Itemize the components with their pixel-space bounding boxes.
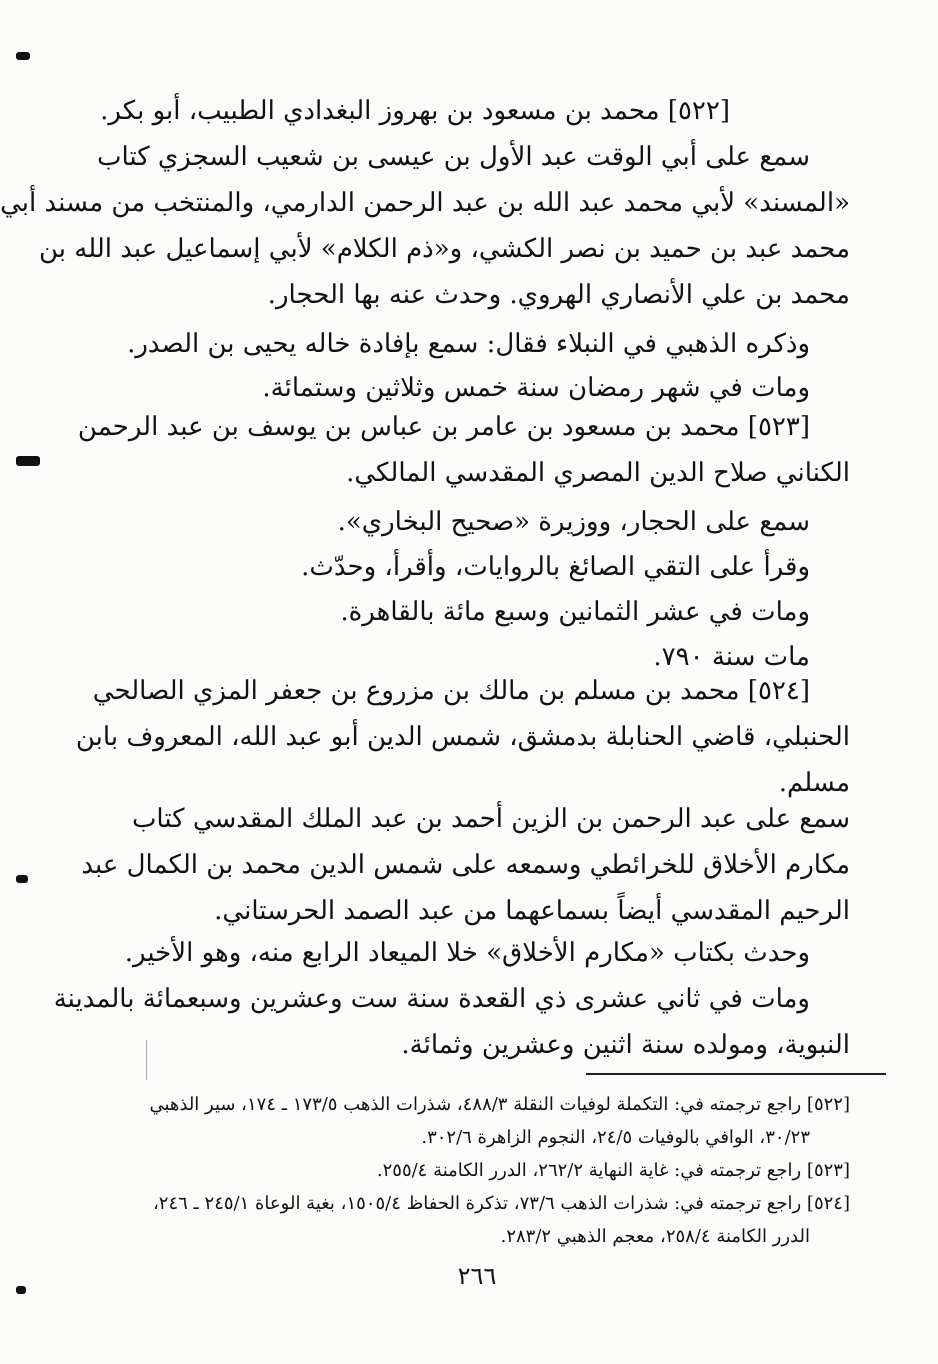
- footnote-line: [٥٢٤] راجع ترجمته في: شذرات الذهب ٧٣/٦، تذكرة الحفاظ ١٥٠٥/٤، بغية الوعاة ٢٤٥/١ ـ ٢٤٦،: [152, 1193, 850, 1214]
- entry-524-body: [81, 796, 850, 934]
- entry-line: ومات في شهر رمضان سنة خمس وثلاثين وستمائة.: [262, 373, 810, 403]
- entry-522: [0, 88, 850, 318]
- entry-line: وقرأ على التقي الصائغ بالروايات، وأقرأ، وحدّث.: [301, 552, 810, 582]
- entry-line: سمع على أبي الوقت عبد الأول بن عيسى بن شعيب السجزي كتاب: [97, 142, 810, 172]
- entry-line: مات سنة ٧٩٠.: [653, 642, 810, 672]
- entry-line: «المسند» لأبي محمد عبد الله بن عبد الرحمن الدارمي، والمنتخب من مسند أبي: [0, 188, 850, 218]
- footnotes: [120, 1088, 850, 1253]
- entry-heading: [٥٢٤] محمد بن مسلم بن مالك بن مزروع بن جعفر المزي الصالحي: [92, 676, 810, 706]
- footnote-separator: [586, 1073, 886, 1075]
- entry-line: الكناني صلاح الدين المصري المقدسي المالكي.: [346, 458, 850, 488]
- entry-line: محمد عبد بن حميد بن نصر الكشي، و«ذم الكلام» لأبي إسماعيل عبد الله بن: [38, 234, 850, 264]
- entry-line: وذكره الذهبي في النبلاء فقال: سمع بإفادة خاله يحيى بن الصدر.: [127, 329, 810, 359]
- footnote-line: ٣٠/٢٣، الوافي بالوفيات ٢٤/٥، النجوم الزاهرة ٣٠٢/٦.: [421, 1127, 810, 1148]
- entry-line: النبوية، ومولده سنة اثنين وعشرين وثمائة.: [401, 1030, 850, 1060]
- entry-line: مكارم الأخلاق للخرائطي وسمعه على شمس الدين محمد بن الكمال عبد: [81, 850, 850, 880]
- entry-524: [75, 668, 850, 806]
- entry-line: الرحيم المقدسي أيضاً بسماعهما من عبد الصمد الحرستاني.: [214, 896, 850, 926]
- entry-524-notes: [53, 930, 850, 1068]
- entry-line: الحنبلي، قاضي الحنابلة بدمشق، شمس الدين أبو عبد الله، المعروف بابن: [75, 722, 850, 752]
- entry-line: ومات في عشر الثمانين وسبع مائة بالقاهرة.: [340, 597, 810, 627]
- scan-margin-mark: [16, 52, 30, 60]
- scan-margin-mark: [16, 875, 28, 883]
- footnote-line: الدرر الكامنة ٢٥٨/٤، معجم الذهبي ٢٨٣/٢.: [500, 1226, 810, 1247]
- entry-line: سمع على عبد الرحمن بن الزين أحمد بن عبد الملك المقدسي كتاب: [131, 804, 850, 834]
- scan-margin-mark: [16, 456, 40, 466]
- entry-line: مسلم.: [778, 768, 850, 798]
- entry-line: سمع على الحجار، ووزيرة «صحيح البخاري».: [337, 507, 810, 537]
- entry-522-notes: [120, 322, 850, 410]
- footnote-line: [٥٢٣] راجع ترجمته في: غاية النهاية ٢٦٢/٢، الدرر الكامنة ٢٥٥/٤.: [376, 1160, 850, 1181]
- entry-heading: [٥٢٢] محمد بن مسعود بن بهروز البغدادي الطبيب، أبو بكر.: [100, 96, 730, 126]
- entry-line: وحدث بكتاب «مكارم الأخلاق» خلا الميعاد الرابع منه، وهو الأخير.: [124, 938, 810, 968]
- entry-line: ومات في ثاني عشرى ذي القعدة سنة ست وعشرين وسبعمائة بالمدينة: [53, 984, 810, 1014]
- footnote-line: [٥٢٢] راجع ترجمته في: التكملة لوفيات النقلة ٤٨٨/٣، شذرات الذهب ١٧٣/٥ ـ ١٧٤، سير الذهبي: [149, 1094, 850, 1115]
- entry-523: [77, 404, 850, 496]
- entry-heading: [٥٢٣] محمد بن مسعود بن عامر بن عباس بن يوسف بن عبد الرحمن: [77, 412, 810, 442]
- page-number: ٢٦٦: [457, 1262, 497, 1290]
- entry-523-notes: [120, 500, 850, 680]
- entry-line: محمد بن علي الأنصاري الهروي. وحدث عنه بها الحجار.: [267, 280, 850, 310]
